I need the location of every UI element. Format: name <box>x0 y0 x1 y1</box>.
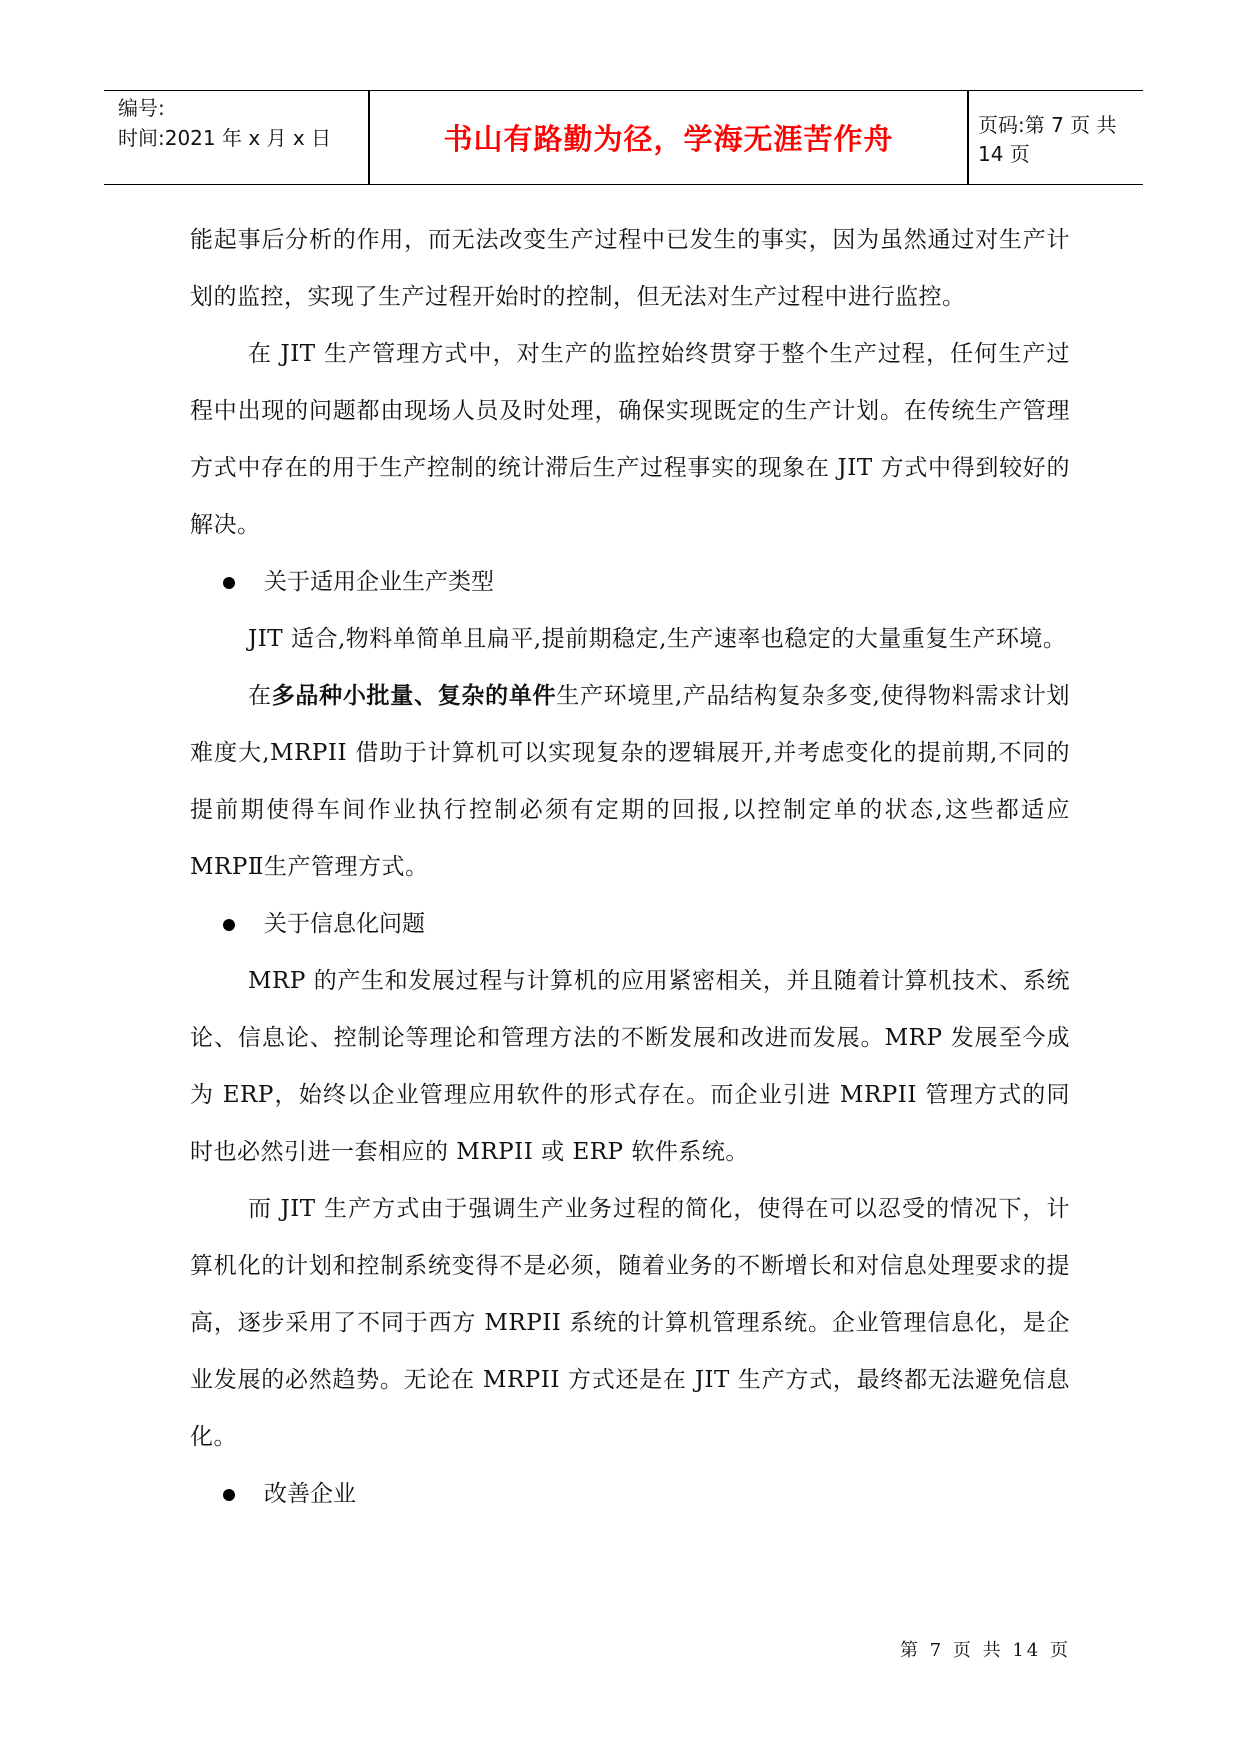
bullet-item <box>190 896 1070 953</box>
bullet-icon <box>223 919 235 931</box>
bullet-icon <box>223 1489 235 1501</box>
paragraph-text: 在 <box>248 683 272 709</box>
paragraph: JIT 适合,物料单简单且扁平,提前期稳定,生产速率也稳定的大量重复生产环境。 <box>248 626 1067 652</box>
bullet-item <box>190 554 1070 611</box>
bold-text: 、 <box>413 683 438 709</box>
bullet-text: 改善企业 <box>264 1481 356 1507</box>
header-divider <box>967 91 969 184</box>
header-meta <box>118 93 368 153</box>
paragraph: 在 JIT 生产管理方式中，对生产的监控始终贯穿于整个生产过程，任何生产过程中出现的问题都由现场人员及时处理，确保实现既定的生产计划。在传统生产管理方式中存在的用于生产控制的统计滞后生产过程事实的现象在 JIT 方式中得到较好的解决。 <box>190 341 1070 538</box>
paragraph-text: 生产环境里,产品结构复杂多变,使得物料需求计划难度大,MRPII 借助于计算机可以实现复杂的逻辑展开,并考虑变化的提前期,不同的提前期使得车间作业执行控制必须有定期的回报,以控制定单的状态,这些都适应 MRPⅡ生产管理方式。 <box>190 683 1071 880</box>
bold-text: 复杂的单件 <box>437 683 557 709</box>
bullet-text: 关于信息化问题 <box>264 911 425 937</box>
page-footer: 第 7 页 共 14 页 <box>900 1640 1071 1661</box>
bullet-text: 关于适用企业生产类型 <box>264 569 494 595</box>
document-body <box>190 212 1070 1523</box>
number-label: 编号: <box>118 96 165 120</box>
bullet-item <box>190 1466 1070 1523</box>
paragraph: MRP 的产生和发展过程与计算机的应用紧密相关，并且随着计算机技术、系统论、信息论、控制论等理论和管理方法的不断发展和改进而发展。MRP 发展至今成为 ERP，始终以企业管理应用软件的形式存在。而企业引进 MRPII 管理方式的同时也必然引进一套相应的 MRPII 或 ERP 软件系统。 <box>190 968 1070 1165</box>
bold-text: 多品种小批量 <box>271 683 414 709</box>
time-label: 时间:2021 年 x 月 x 日 <box>118 126 332 150</box>
paragraph: 能起事后分析的作用，而无法改变生产过程中已发生的事实，因为虽然通过对生产计划的监控，实现了生产过程开始时的控制，但无法对生产过程中进行监控。 <box>190 227 1070 310</box>
paragraph: 而 JIT 生产方式由于强调生产业务过程的简化，使得在可以忍受的情况下，计算机化的计划和控制系统变得不是必须，随着业务的不断增长和对信息处理要求的提高，逐步采用了不同于西方 MRPII 系统的计算机管理系统。企业管理信息化，是企业发展的必然趋势。无论在 MRPII 方式还是在 JIT 生产方式，最终都无法避免信息化。 <box>190 1196 1070 1450</box>
paragraph <box>190 668 1070 896</box>
header-motto: 书山有路勤为径，学海无涯苦作舟 <box>443 122 894 156</box>
page-header <box>104 90 1143 185</box>
header-page-code: 页码:第 7 页 共 14 页 <box>978 112 1117 166</box>
bullet-icon <box>223 577 235 589</box>
